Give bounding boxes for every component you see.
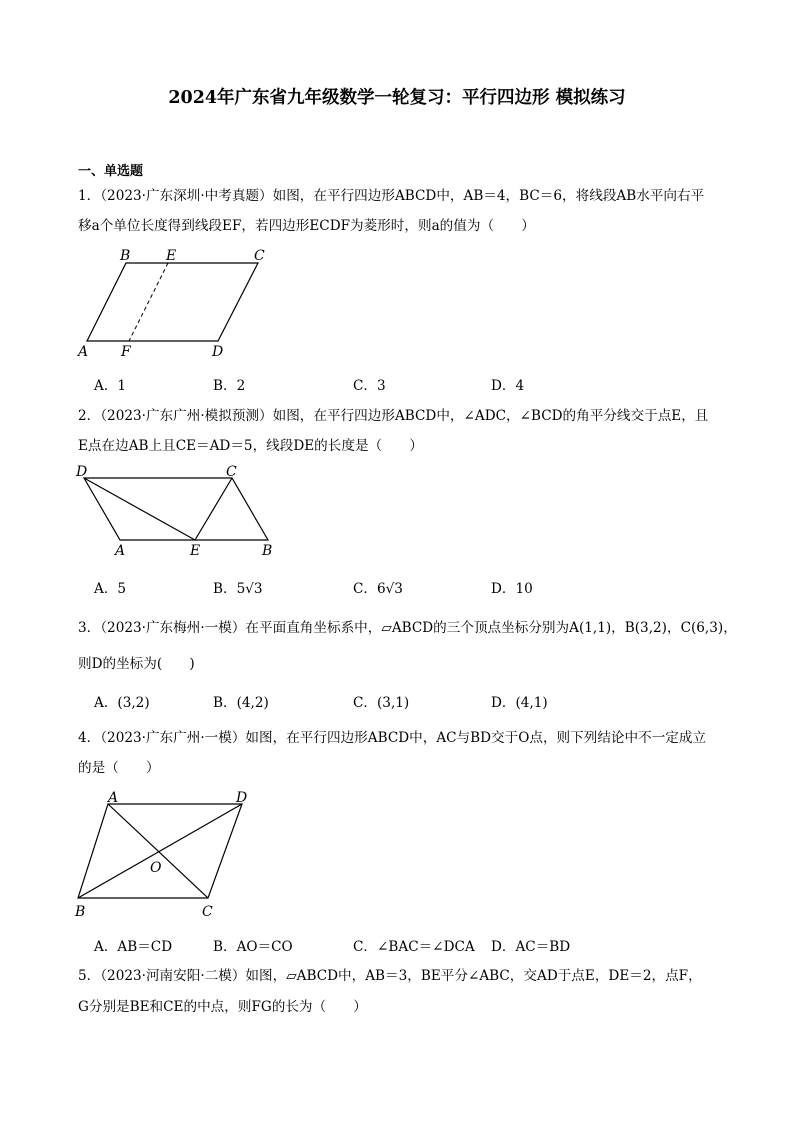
q1-label-d: D <box>212 344 224 360</box>
q1-option-a: A．1 <box>94 378 127 394</box>
question-1-line-1: 1．（2023·广东深圳·中考真题）如图，在平行四边形ABCD中，AB＝4，BC＝6，将线段AB水平向右平 <box>78 188 705 204</box>
q1-option-d: D．4 <box>491 378 525 394</box>
q2-label-e: E <box>190 543 201 559</box>
question-2-line-2: E点在边AB上且CE＝AD＝5，线段DE的长度是（ ） <box>78 438 423 454</box>
q1-label-c: C <box>254 248 265 264</box>
q4-option-c: C．∠BAC＝∠DCA <box>353 939 475 955</box>
q4-diagonal-ac <box>108 804 208 898</box>
q2-label-b: B <box>262 543 273 559</box>
question-4-line-1: 4．（2023·广东广州·一模）如图，在平行四边形ABCD中，AC与BD交于O点，则下列结论中不一定成立 <box>78 730 707 746</box>
q3-option-a: A．(3,2) <box>94 695 150 711</box>
q1-label-a: A <box>78 344 89 360</box>
question-1-line-2: 移a个单位长度得到线段EF，若四边形ECDF为菱形时，则a的值为（ ） <box>78 218 535 234</box>
q1-label-b: B <box>120 248 131 264</box>
q4-option-d: D．AC＝BD <box>491 939 571 955</box>
q2-option-b: B．5√3 <box>213 581 263 597</box>
q4-option-b: B．AO＝CO <box>213 939 293 955</box>
section-heading: 一、单选题 <box>78 164 144 179</box>
q2-option-d: D．10 <box>491 581 533 597</box>
q3-option-d: D．(4,1) <box>491 695 548 711</box>
q2-label-d: D <box>76 464 88 480</box>
q4-label-a: A <box>108 790 119 806</box>
question-2-line-1: 2．（2023·广东广州·模拟预测）如图，在平行四边形ABCD中，∠ADC，∠BCD的角平分线交于点E，且 <box>78 408 709 424</box>
question-5-line-1: 5．（2023·河南安阳·二模）如图，▱ABCD中，AB＝3，BE平分∠ABC，交AD于点E，DE＝2，点F， <box>78 968 702 984</box>
q4-label-o: O <box>150 860 162 876</box>
q4-label-d: D <box>236 790 248 806</box>
question-3-line-2: 则D的坐标为( ) <box>78 656 195 672</box>
q4-label-b: B <box>75 904 86 920</box>
q4-diagonal-bd <box>78 804 242 898</box>
q1-option-c: C．3 <box>353 378 386 394</box>
q4-label-c: C <box>202 904 213 920</box>
q2-label-c: C <box>226 464 237 480</box>
q1-label-e: E <box>166 248 177 264</box>
q2-label-a: A <box>115 543 126 559</box>
q4-option-a: A．AB＝CD <box>94 939 173 955</box>
page-title: 2024年广东省九年级数学一轮复习：平行四边形 模拟练习 <box>168 88 626 108</box>
q3-option-c: C．(3,1) <box>353 695 410 711</box>
question-5-line-2: G分别是BE和CE的中点，则FG的长为（ ） <box>78 999 367 1015</box>
q2-option-c: C．6√3 <box>353 581 403 597</box>
q2-option-a: A．5 <box>94 581 127 597</box>
q1-label-f: F <box>121 344 131 360</box>
q3-option-b: B．(4,2) <box>213 695 269 711</box>
q1-option-b: B．2 <box>213 378 246 394</box>
question-3-line-1: 3．（2023·广东梅州·一模）在平面直角坐标系中，▱ABCD的三个顶点坐标分别为A(1,1)，B(3,2)，C(6,3)， <box>78 620 737 636</box>
question-4-line-2: 的是（ ） <box>78 760 160 776</box>
